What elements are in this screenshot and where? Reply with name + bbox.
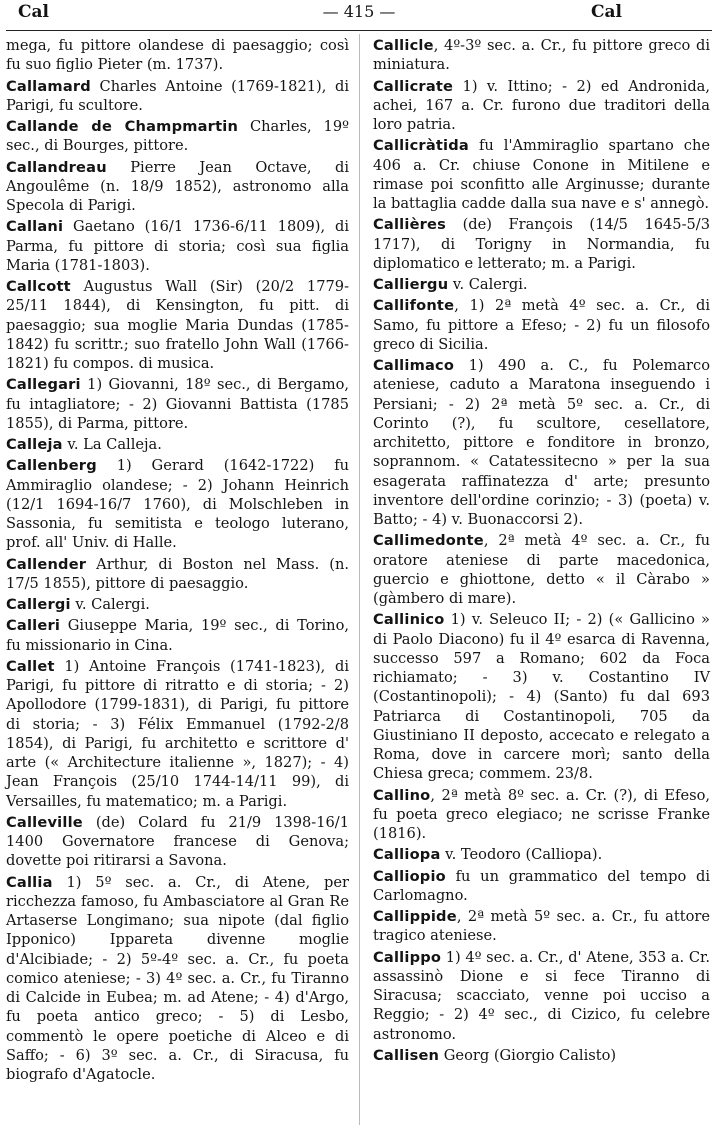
- entry-text: 1) 490 a. C., fu Polemarco ateniese, caduto a Maratona inseguendo i Persiani; - 2) 2ª metà 5º sec. a. Cr., di Corinto (?), fu scultore, cesellatore, architetto, pittore e fonditore in bronzo, soprannom. « Catatessitecno » per la sua esagerata raffinatezza d' arte; presunto inventore dell'ordine corinzio; - 3) (poeta) v. Batto; - 4) v. Buonaccorsi 2).: [373, 357, 710, 528]
- dictionary-entry: [373, 1046, 710, 1065]
- dictionary-entry: [6, 873, 349, 1085]
- header-rule: [6, 30, 712, 31]
- entry-text: v. Calergi.: [70, 596, 150, 613]
- dictionary-entry: [373, 215, 710, 273]
- dictionary-entry: [373, 845, 710, 864]
- entry-headword: Callandreau: [6, 158, 107, 176]
- dictionary-entry: [6, 456, 349, 552]
- entry-text: mega, fu pittore olandese di paesaggio; così fu suo figlio Pieter (m. 1737).: [6, 37, 349, 74]
- entry-headword: Callicle: [373, 37, 434, 54]
- entry-text: 1) v. Ittino; - 2) ed Andronida, achei, 167 a. Cr. furono due traditori della loro patria.: [373, 77, 710, 133]
- dictionary-entry: [6, 375, 349, 433]
- entry-headword: Callet: [6, 657, 55, 675]
- entry-headword: Callergi: [6, 596, 71, 613]
- entry-text: Augustus Wall (Sir) (20/2 1779-25/11 1844), di Kensington, fu pitt. di paesaggio; sua moglie Maria Dundas (1785-1842) fu scrittr.; suo fratello John Wall (1766-1821) fu compos. di musica.: [6, 278, 349, 372]
- header-right-word: Cal: [590, 2, 622, 22]
- entry-text: fu un grammatico del tempo di Carlomagno.: [373, 867, 710, 904]
- entry-text: (de) Colard fu 21/9 1398-16/1 1400 Governatore francese di Genova; dovette poi ritirarsi a Savona.: [6, 813, 349, 870]
- entry-text: 1) Giovanni, 18º sec., di Bergamo, fu intagliatore; - 2) Giovanni Battista (1785 1855), di Parma, pittore.: [6, 376, 349, 432]
- entry-text: Gaetano (16/1 1736-6/11 1809), di Parma, fu pittore di storia; così sua figlia Maria (1781-1803).: [6, 218, 349, 274]
- entry-text: 1) 5º sec. a. Cr., di Atene, per ricchezza famoso, fu Ambasciatore al Gran Re Artaserse Longimano; sua nipote (dal figlio Ipponico) Ippareta divenne moglie d'Alcibiade; - 2) 5º-4º sec. a. Cr., fu poeta comico ateniese; - 3) 4º sec. a. Cr., fu Tiranno di Calcide in Eubea; m. ad Atene; - 4) d'Argo, fu poeta antico greco; - 5) di Lesbo, commentò le opere poetiche di Alceo e di Saffo; - 6) 3º sec. a. Cr., di Siracusa, fu biografo d'Agatocle.: [6, 873, 349, 1083]
- dictionary-entry: [6, 277, 349, 373]
- entry-text: , 2ª metà 5º sec. a. Cr., fu attore tragico ateniese.: [373, 908, 710, 945]
- entry-text: 1) Antoine François (1741-1823), di Parigi, fu pittore di ritratto e di storia; - 2) Apollodore (1799-1831), di Parigi, fu pittore di storia; - 3) Félix Emmanuel (1792-2/8 1854), di Parigi, fu architetto e scrittore d' arte (« Architecture italienne », 1827); - 4) Jean François (25/10 1744-14/11 99), di Versailles, fu matematico; m. a Parigi.: [6, 657, 349, 810]
- page-number: — 415 —: [322, 2, 396, 21]
- entry-text: Arthur, di Boston nel Mass. (n. 17/5 1855), pittore di paesaggio.: [6, 555, 349, 592]
- entry-text: 1) 4º sec. a. Cr., d' Atene, 353 a. Cr. assassinò Dione e si fece Tiranno di Siracusa; scacciato, venne poi ucciso a Reggio; - 2) 4º sec., di Cizico, fu celebre astronomo.: [373, 948, 710, 1043]
- entry-headword: Calliopa: [373, 846, 441, 864]
- entry-headword: Callender: [6, 555, 87, 573]
- dictionary-entry: [6, 217, 349, 275]
- header-left-word: Cal: [18, 2, 50, 22]
- entry-text: , 2ª metà 8º sec. a. Cr. (?), di Efeso, fu poeta greco elegiaco; ne scrisse Franke (1816).: [373, 786, 710, 842]
- entry-text: Pierre Jean Octave, di Angoulême (n. 18/9 1852), astronomo alla Specola di Parigi.: [6, 158, 349, 214]
- dictionary-entry: [6, 616, 349, 655]
- entry-headword: Callegari: [6, 376, 81, 394]
- dictionary-entry: [6, 555, 349, 594]
- entry-headword: Callamard: [6, 77, 91, 95]
- page-header: [8, 2, 710, 26]
- entry-headword: Calleville: [6, 813, 83, 831]
- dictionary-entry: [373, 36, 710, 75]
- entry-headword: Callippide: [373, 908, 457, 925]
- dictionary-entry: [6, 117, 349, 156]
- entry-headword: Calleri: [6, 617, 61, 635]
- entry-text: v. Teodoro (Calliopa).: [440, 846, 603, 864]
- dictionary-entry: [373, 786, 710, 844]
- entry-headword: Callicrate: [373, 77, 454, 95]
- entry-text: Charles, 19º sec., di Bourges, pittore.: [6, 118, 349, 155]
- dictionary-entry: [373, 867, 710, 906]
- entry-headword: Callia: [6, 873, 53, 891]
- entry-text: fu l'Ammiraglio spartano che 406 a. Cr. chiuse Conone in Mitilene e rimase poi sconfitto alle Arginusse; durante la battaglia cadde dalla sua nave e s' annegò.: [373, 137, 710, 212]
- dictionary-entry: [6, 595, 349, 614]
- entry-text: , 1) 2ª metà 4º sec. a. Cr., di Samo, fu pittore a Efeso; - 2) fu un filosofo greco di Sicilia.: [373, 297, 710, 353]
- dictionary-entry: [373, 136, 710, 213]
- dictionary-entry: [373, 77, 710, 135]
- dictionary-entry: [6, 36, 349, 75]
- entry-headword: Callcott: [6, 278, 71, 295]
- dictionary-entry: [373, 275, 710, 294]
- dictionary-entry: [6, 77, 349, 116]
- dictionary-entry: [373, 948, 710, 1044]
- entry-headword: Callino: [373, 786, 431, 804]
- dictionary-entry: [373, 531, 710, 608]
- dictionary-entry: [6, 657, 349, 811]
- entry-text: 1) Gerard (1642-1722) fu Ammiraglio olandese; - 2) Johann Heinrich (12/1 1694-16/7 1760), di Molschleben in Sassonia, fu semitista e teologo luterano, prof. all' Univ. di Halle.: [6, 457, 349, 552]
- dictionary-entry: [6, 158, 349, 216]
- dictionary-entry: [6, 813, 349, 871]
- dictionary-entry: [373, 296, 710, 354]
- dictionary-entry: [373, 610, 710, 783]
- entry-headword: Callimedonte: [373, 532, 484, 550]
- dictionary-entry: [373, 907, 710, 946]
- entry-headword: Callani: [6, 218, 64, 236]
- entry-text: Giuseppe Maria, 19º sec., di Torino, fu missionario in Cina.: [6, 617, 349, 654]
- entry-text: v. La Calleja.: [62, 436, 162, 453]
- entry-headword: Callimaco: [373, 357, 455, 374]
- left-column: [6, 36, 349, 1086]
- entry-text: v. Calergi.: [448, 276, 528, 293]
- entry-headword: Calliergu: [373, 276, 449, 293]
- entry-headword: Calliopio: [373, 867, 446, 885]
- dictionary-entry: [373, 356, 710, 529]
- entry-headword: Calleja: [6, 436, 63, 453]
- entry-headword: Callifonte: [373, 297, 455, 315]
- entry-headword: Callicràtida: [373, 137, 469, 155]
- right-column: [373, 36, 710, 1067]
- entry-text: Charles Antoine (1769-1821), di Parigi, fu scultore.: [6, 77, 349, 114]
- entry-headword: Callande de Champmartin: [6, 118, 239, 135]
- entry-text: 1) v. Seleuco II; - 2) (« Gallicino » di Paolo Diacono) fu il 4º esarca di Ravenna, successo 597 a Romano; 602 da Foca richiamato; - 3) v. Costantino IV (Costantinopoli); - 4) (Santo) fu dal 693 Patriarca di Costantinopoli, 705 da Giustiniano II deposto, accecato e relegato a Roma, dove in carcere morì; santo della Chiesa greca; commem. 23/8.: [373, 611, 710, 783]
- column-divider: [359, 34, 360, 1125]
- entry-headword: Callenberg: [6, 457, 97, 475]
- entry-text: (de) François (14/5 1645-5/3 1717), di Torigny in Normandia, fu diplomatico e letterato; m. a Parigi.: [373, 216, 710, 272]
- entry-text: , 4º-3º sec. a. Cr., fu pittore greco di miniatura.: [373, 37, 710, 74]
- dictionary-entry: [6, 435, 349, 454]
- entry-headword: Callisen: [373, 1046, 440, 1064]
- entry-headword: Callinico: [373, 611, 445, 629]
- entry-headword: Callières: [373, 216, 447, 234]
- entry-text: Georg (Giorgio Calisto): [439, 1046, 617, 1064]
- entry-text: , 2ª metà 4º sec. a. Cr., fu oratore ateniese di parte macedonica, guercio e ghiottone, detto « il Càrabo » (gàmbero di mare).: [373, 532, 710, 607]
- entry-headword: Callippo: [373, 948, 442, 966]
